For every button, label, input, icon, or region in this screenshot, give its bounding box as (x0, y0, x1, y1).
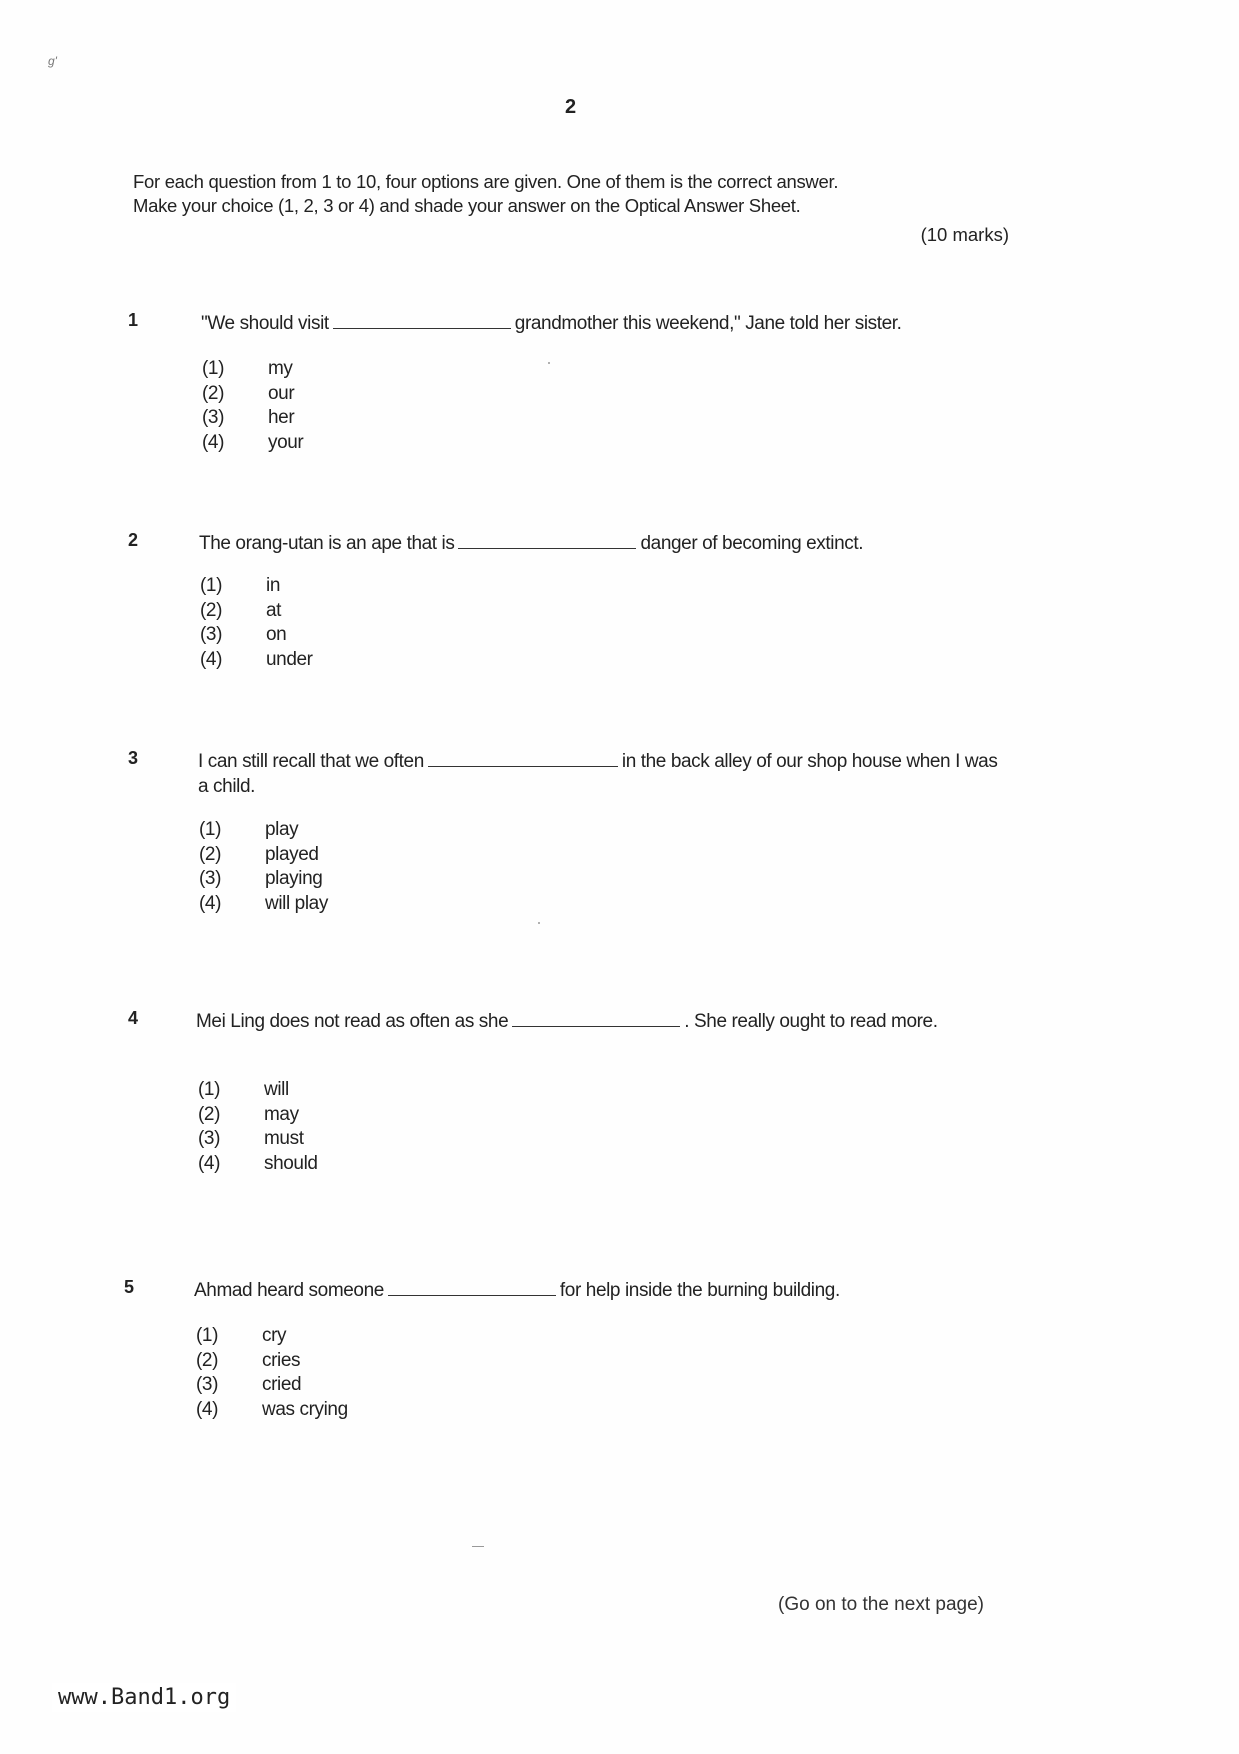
option-text: my (268, 358, 293, 379)
option-text: was crying (262, 1398, 348, 1420)
question-stem (198, 748, 998, 799)
question-number: 5 (124, 1277, 134, 1297)
watermark: www.Band1.org (52, 1683, 236, 1712)
option-3 (198, 1127, 318, 1152)
option-text: played (265, 843, 319, 865)
option-label: (4) (200, 648, 223, 670)
option-text: may (264, 1103, 299, 1125)
option-1 (200, 574, 313, 599)
option-text: on (266, 624, 287, 645)
page-number: 2 (565, 96, 577, 118)
option-label: (3) (199, 868, 222, 889)
options-list (196, 1324, 348, 1422)
answer-blank (458, 530, 636, 549)
option-text: under (266, 648, 313, 670)
options-list (200, 574, 313, 672)
option-label: (1) (200, 575, 223, 596)
option-label: (1) (196, 1325, 219, 1346)
option-2 (196, 1349, 348, 1374)
option-label: (2) (199, 843, 222, 865)
instructions-line-2: Make your choice (1, 2, 3 or 4) and shade your answer on the Optical Answer Sheet. (133, 195, 801, 216)
option-label: (1) (199, 819, 222, 840)
option-label: (3) (198, 1128, 221, 1149)
option-text: cries (262, 1349, 301, 1371)
answer-blank (388, 1277, 556, 1296)
marks-label: (10 marks) (920, 224, 1009, 245)
option-label: (2) (198, 1103, 221, 1125)
question-stem (199, 530, 1039, 556)
option-text: her (268, 407, 295, 428)
answer-blank (512, 1008, 680, 1027)
option-text: cried (262, 1374, 302, 1395)
option-label: (3) (202, 407, 225, 428)
option-label: (2) (200, 599, 223, 621)
option-text: should (264, 1152, 318, 1174)
scan-mark: g' (48, 54, 57, 68)
option-text: will play (265, 892, 328, 914)
option-label: (3) (196, 1374, 219, 1395)
stem-before: Ahmad heard someone (194, 1280, 384, 1301)
option-3 (200, 623, 313, 648)
option-text: our (268, 382, 295, 404)
option-2 (198, 1103, 318, 1128)
go-on-next-page-note: (Go on to the next page) (778, 1594, 984, 1615)
option-label: (4) (196, 1398, 219, 1420)
scan-speck (472, 1546, 484, 1547)
options-list (198, 1078, 318, 1176)
stem-before: "We should visit (201, 313, 329, 334)
option-1 (196, 1324, 348, 1349)
question-stem (194, 1277, 1034, 1303)
option-2 (200, 599, 313, 624)
option-text: in (266, 575, 280, 596)
option-text: cry (262, 1325, 287, 1346)
options-list (202, 357, 303, 455)
option-text: must (264, 1128, 304, 1149)
question-number: 3 (128, 748, 138, 768)
option-4 (199, 892, 328, 917)
question-stem (196, 1008, 996, 1034)
option-2 (202, 382, 303, 407)
instructions-line-1: For each question from 1 to 10, four options are given. One of them is the correct answer. (133, 171, 839, 192)
question-number: 1 (128, 310, 138, 330)
option-label: (1) (202, 358, 225, 379)
option-1 (199, 818, 328, 843)
answer-blank (333, 310, 511, 329)
option-text: playing (265, 868, 323, 889)
option-label: (2) (202, 382, 225, 404)
option-1 (202, 357, 303, 382)
option-label: (4) (198, 1152, 221, 1174)
option-4 (196, 1398, 348, 1423)
option-4 (200, 648, 313, 673)
option-text: will (264, 1079, 289, 1100)
option-3 (202, 406, 303, 431)
scan-speck (538, 922, 540, 924)
stem-before: The orang-utan is an ape that is (199, 533, 455, 554)
option-label: (3) (200, 624, 223, 645)
stem-after: grandmother this weekend," Jane told her sister. (514, 313, 902, 334)
stem-before: Mei Ling does not read as often as she (196, 1011, 509, 1032)
option-3 (196, 1373, 348, 1398)
stem-before: I can still recall that we often (198, 751, 424, 772)
option-label: (4) (199, 892, 222, 914)
stem-after: in the back alley of our shop house when I was a child. (198, 751, 998, 797)
scan-speck (548, 362, 550, 364)
option-text: your (268, 431, 304, 453)
instructions (133, 170, 1013, 218)
question-stem (201, 310, 1041, 336)
stem-after: . She really ought to read more. (684, 1011, 938, 1032)
option-4 (198, 1152, 318, 1177)
stem-after: for help inside the burning building. (559, 1280, 840, 1301)
option-3 (199, 867, 328, 892)
stem-after: danger of becoming extinct. (640, 533, 864, 554)
question-number: 2 (128, 530, 138, 550)
option-text: play (265, 819, 299, 840)
option-text: at (266, 599, 282, 621)
option-label: (1) (198, 1079, 221, 1100)
option-label: (2) (196, 1349, 219, 1371)
option-4 (202, 431, 303, 456)
question-number: 4 (128, 1008, 138, 1028)
option-label: (4) (202, 431, 225, 453)
option-1 (198, 1078, 318, 1103)
answer-blank (428, 748, 618, 767)
option-2 (199, 843, 328, 868)
options-list (199, 818, 328, 916)
